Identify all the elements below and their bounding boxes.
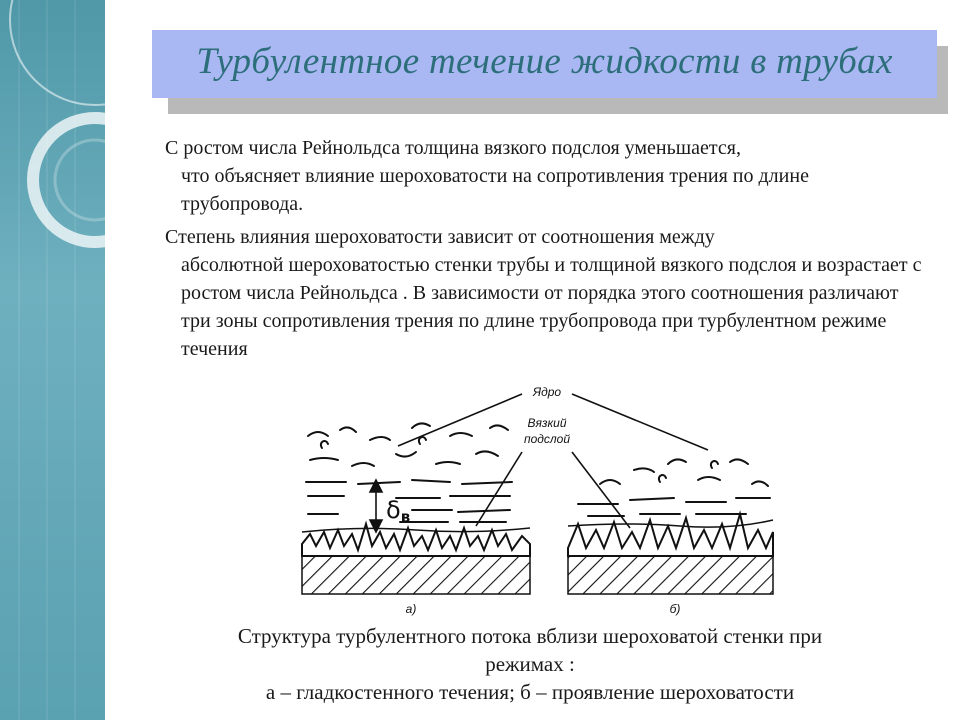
paragraph-1-first-line: С ростом числа Рейнольдса толщина вязкого подслоя уменьшается, xyxy=(165,137,741,159)
decorative-circles xyxy=(0,0,105,720)
delta-subscript: в xyxy=(400,508,411,526)
label-viscous-sublayer xyxy=(512,415,582,447)
paragraph-2-first-line: Степень влияния шероховатости зависит от соотношения между xyxy=(165,226,715,248)
panel-a-drawing xyxy=(302,423,530,594)
paragraph-1-rest: что объясняет влияние шероховатости на сопротивления трения по длине трубопровода. xyxy=(181,165,809,215)
panel-b-drawing xyxy=(568,459,773,594)
title-box xyxy=(152,30,937,98)
caption-line-2: режимах : xyxy=(485,652,575,676)
figure-caption xyxy=(130,622,930,706)
decorative-side-band xyxy=(0,0,105,720)
slide-title: Турбулентное течение жидкости в трубах xyxy=(196,41,893,82)
paragraph-2-rest: абсолютной шероховатостью стенки трубы и толщиной вязкого подслоя и возрастает с ростом числа Рейнольдса . В зависимости от порядка этого соотношения различают три зоны сопротивления трения по длине трубопровода при турбулентном режиме течения xyxy=(181,254,922,360)
delta-label xyxy=(386,496,410,526)
label-core: Ядро xyxy=(532,385,562,399)
turbulent-flow-figure xyxy=(300,384,780,619)
label-viscous-line1: Вязкий xyxy=(527,416,567,430)
label-viscous-line2: подслой xyxy=(523,432,571,446)
panel-a-label: а) xyxy=(405,602,417,616)
delta-symbol: δ xyxy=(386,496,401,524)
panel-b-label: б) xyxy=(669,602,681,616)
caption-line-3: а – гладкостенного течения; б – проявление шероховатости xyxy=(265,680,795,704)
paragraph-1 xyxy=(165,134,925,218)
caption-line-1: Структура турбулентного потока вблизи шероховатой стенки при xyxy=(237,624,823,648)
paragraph-2 xyxy=(165,223,925,363)
